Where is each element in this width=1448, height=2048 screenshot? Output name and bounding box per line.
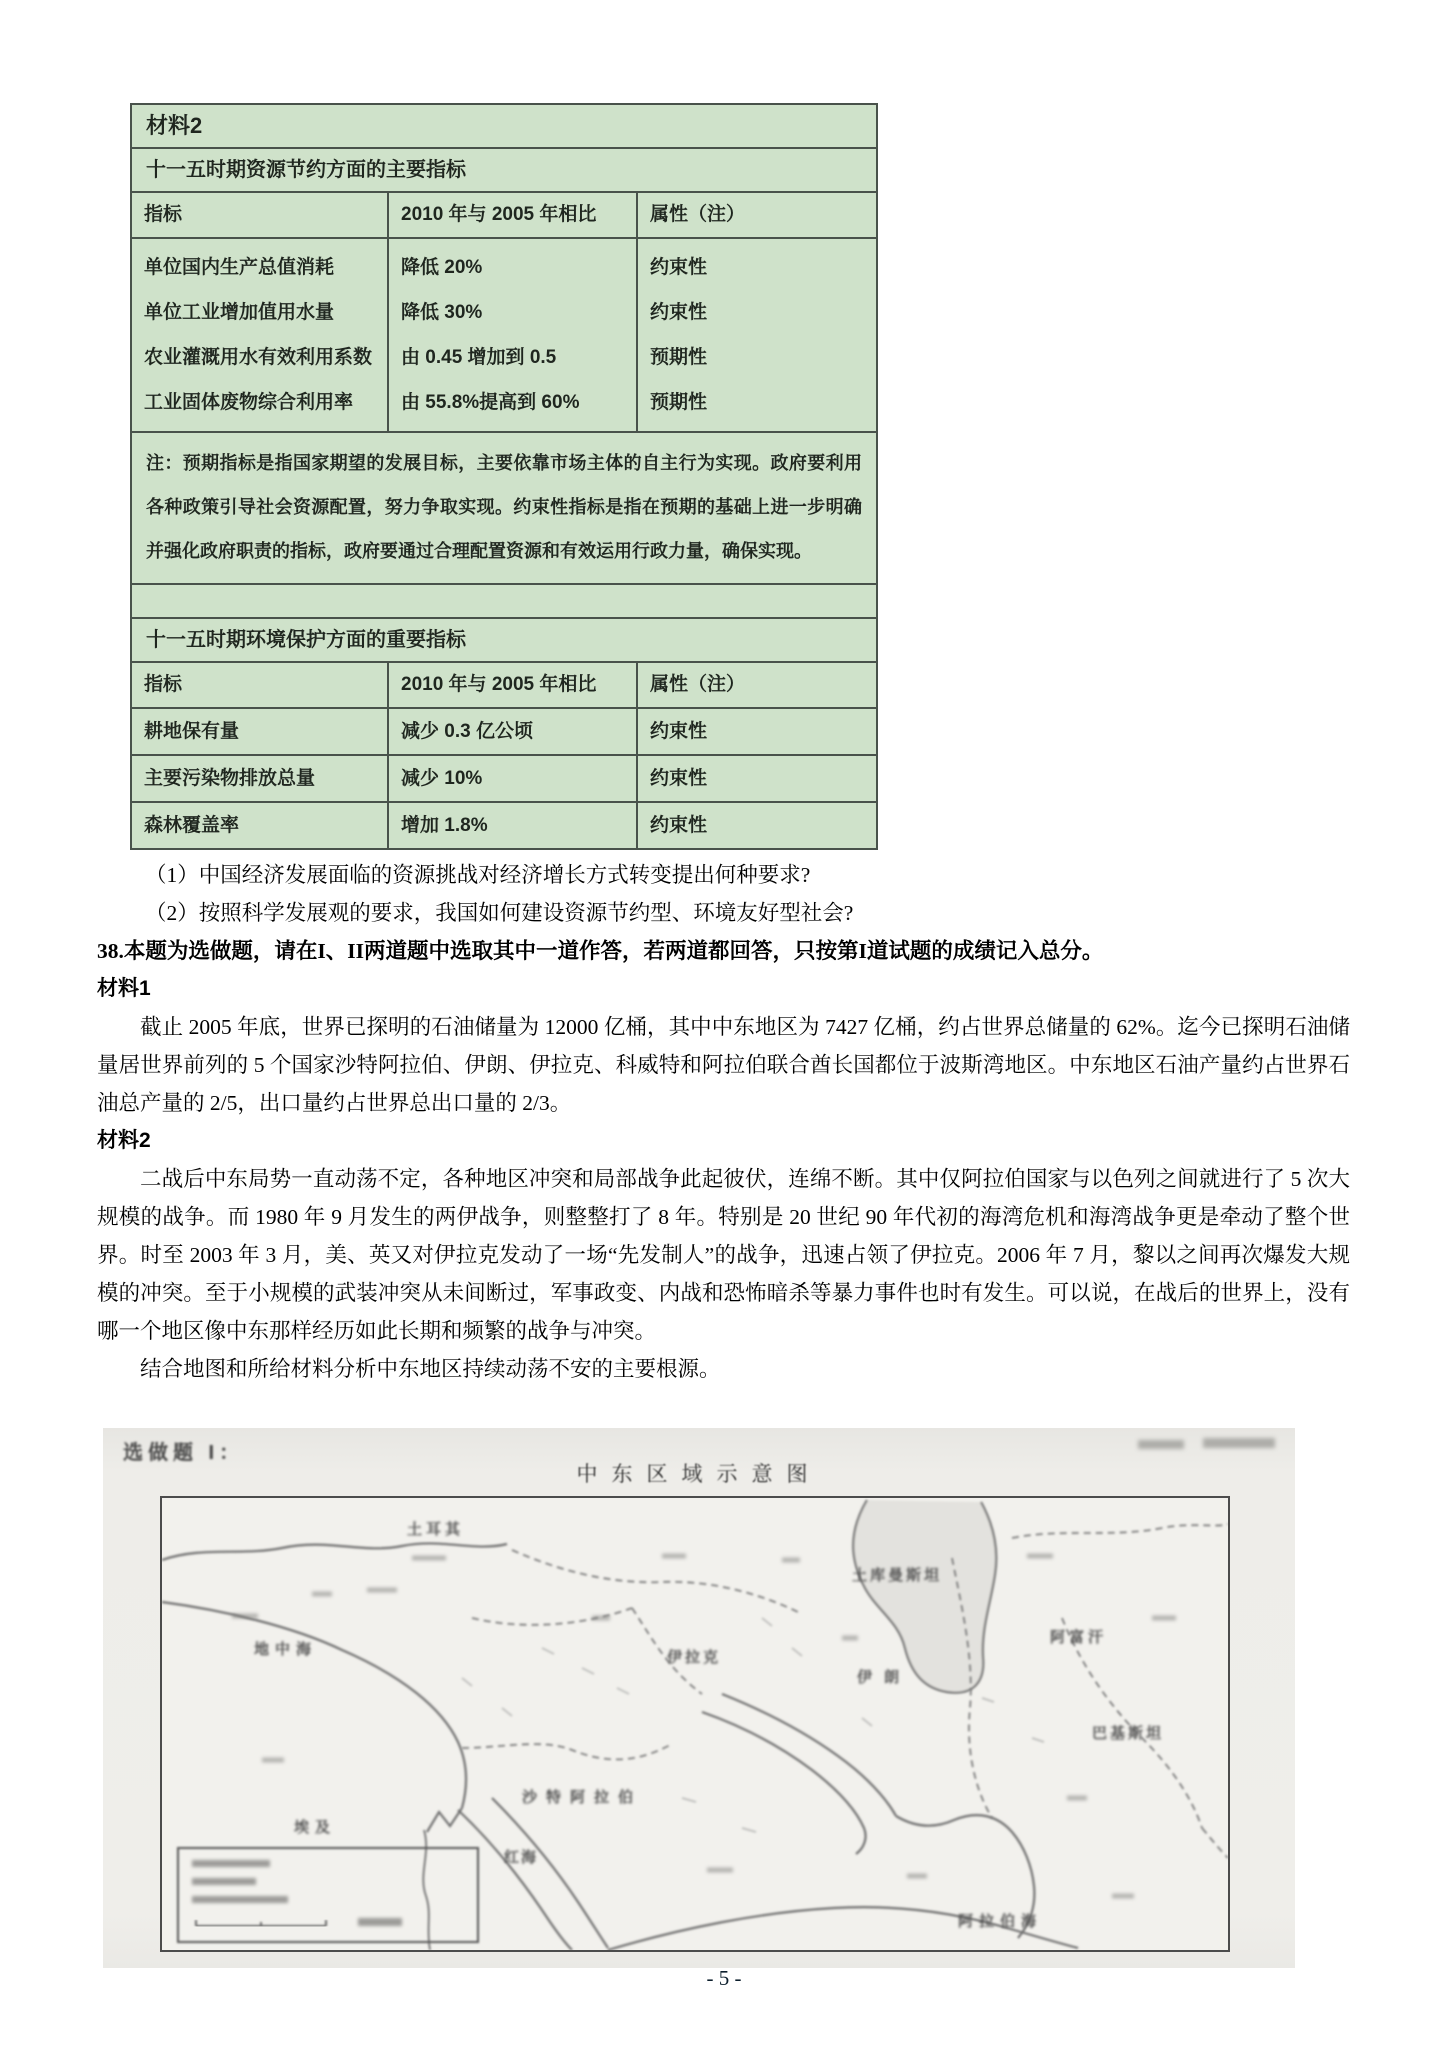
material2-heading: 材料2 [97,1129,151,1152]
table-cell: 预期性 [650,392,708,413]
table-cell: 主要污染物排放总量 [144,768,316,789]
map-label: 埃及 [294,1819,337,1836]
header-cell-indicator: 指标 [144,674,183,695]
material1-heading: 材料1 [97,977,151,1000]
map-label: 巴基斯坦 [1092,1725,1165,1742]
legend-box [178,1848,478,1942]
table-cell: 预期性 [650,347,708,368]
table-cell: 单位工业增加值用水量 [144,302,335,323]
environment-table-title: 十一五时期环境保护方面的重要指标 [132,619,876,663]
table-row [132,709,876,756]
attribute-column [636,239,876,431]
map-title: 中东区域示意图 [576,1462,822,1486]
resource-table-title: 十一五时期资源节约方面的主要指标 [132,149,876,193]
table-cell: 农业灌溉用水有效利用系数 [144,347,373,368]
table-cell: 减少 0.3 亿公顷 [387,709,636,754]
resource-table-body [132,239,876,433]
map-label: 阿富汗 [1050,1629,1108,1646]
scan-noise-marks [232,1556,1176,1896]
map-label: 土库曼斯坦 [852,1567,943,1584]
map-label: 土耳其 [407,1521,465,1538]
header-cell-compare: 2010 年与 2005 年相比 [387,663,636,707]
table-cell: 森林覆盖率 [144,815,240,836]
map-label: 沙特阿拉伯 [522,1789,643,1806]
border-paths [462,1524,1228,1858]
scan-artifact [1203,1438,1275,1448]
scan-artifact [1138,1440,1184,1449]
table-cell: 降低 20% [401,257,483,278]
table-cell: 增加 1.8% [387,803,636,848]
question-2: （2）按照科学发展观的要求，我国如何建设资源节约型、环境友好型社会? [145,901,854,925]
map-instruction: 结合地图和所给材料分析中东地区持续动荡不安的主要根源。 [140,1357,721,1381]
table-row [132,803,876,848]
map-label: 伊拉克 [667,1649,722,1666]
table-cell: 减少 10% [387,756,636,801]
page-number: - 5 - [706,1966,742,1990]
indicator-column [132,239,387,431]
material1-paragraph: 截止 2005 年底，世界已探明的石油储量为 12000 亿桶，其中中东地区为 7427 亿桶，约占世界总储量的 62%。迄今已探明石油储量居世界前列的 5 个国家沙特阿拉伯、伊朗、伊拉克、科威特和阿拉伯联合酋长国都位于波斯湾地区。中东地区石油产量约占世界石油总产量的 2/5，出口量约占世界总出口量的 2/3。 [97,1015,1350,1115]
table-row [132,756,876,803]
material2-table [130,103,878,850]
environment-table-header [132,663,876,709]
table-cell: 约束性 [650,302,708,323]
middle-east-map-graphic [162,1498,1228,1950]
resource-table-note: 注：预期指标是指国家期望的发展目标，主要依靠市场主体的自主行为实现。政府要利用各种政策引导社会资源配置，努力争取实现。约束性指标是指在预期的基础上进一步明确并强化政府职责的指标，政府要通过合理配置资源和有效运用行政力量，确保实现。 [132,433,876,585]
table-cell: 约束性 [650,257,708,278]
resource-table-header [132,193,876,239]
question-38-stem: 38.本题为选做题，请在I、II两道题中选取其中一道作答，若两道都回答，只按第I道试题的成绩记入总分。 [97,939,1104,963]
map-label: 地中海 [254,1641,318,1658]
table-cell: 由 55.8%提高到 60% [401,392,580,413]
table-cell: 工业固体废物综合利用率 [144,392,354,413]
table-cell: 单位国内生产总值消耗 [144,257,335,278]
table-cell: 由 0.45 增加到 0.5 [401,347,557,368]
header-cell-indicator: 指标 [144,204,183,225]
material2-paragraph: 二战后中东局势一直动荡不定，各种地区冲突和局部战争此起彼伏，连绵不断。其中仅阿拉伯国家与以色列之间就进行了 5 次大规模的战争。而 1980 年 9 月发生的两伊战争，则整整打了 8 年。特别是 20 世纪 90 年代初的海湾危机和海湾战争更是牵动了整个世界。时至 2003 年 3 月，美、英又对伊拉克发动了一场“先发制人”的战争，迅速占领了伊拉克。2006 年 7 月，黎以之间再次爆发大规模的冲突。至于小规模的武装冲突从未间断过，军事政变、内战和恐怖暗杀等暴力事件也时有发生。可以说，在战后的世界上，没有哪一个地区像中东那样经历如此长期和频繁的战争与冲突。 [97,1167,1350,1343]
table-spacer-row [132,585,876,619]
table-cell: 约束性 [636,709,876,754]
table-cell: 约束性 [636,756,876,801]
table-cell: 耕地保有量 [144,721,240,742]
map-corner-label: 选做题 I： [123,1442,245,1464]
body-text [97,856,1350,1388]
table-cell: 降低 30% [401,302,483,323]
map-label: 阿拉伯海 [958,1913,1043,1930]
question-1: （1）中国经济发展面临的资源挑战对经济增长方式转变提出何种要求? [145,863,811,887]
map-label: 红海 [504,1849,539,1866]
table-cell: 约束性 [636,803,876,848]
header-cell-attribute: 属性（注） [636,193,876,237]
map-frame [160,1496,1230,1952]
header-cell-compare: 2010 年与 2005 年相比 [387,193,636,237]
map-label: 伊朗 [857,1669,912,1686]
material2-table-label: 材料2 [132,105,876,149]
compare-column [387,239,636,431]
map-scan-figure [103,1428,1295,1968]
header-cell-attribute: 属性（注） [636,663,876,707]
